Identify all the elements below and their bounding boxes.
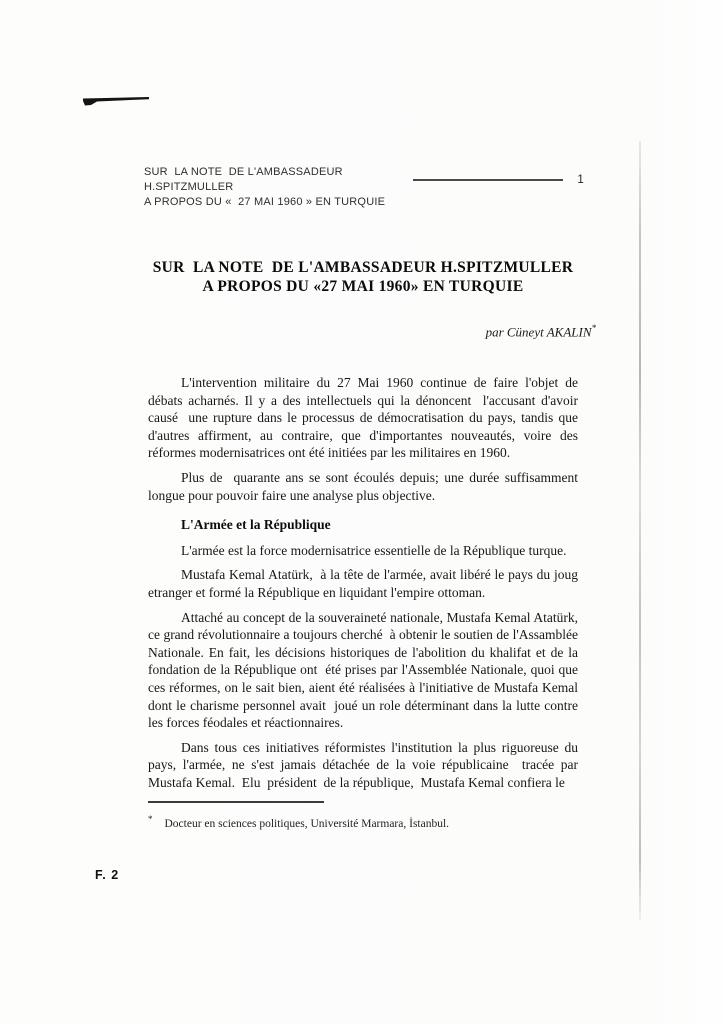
title-line-1: SUR LA NOTE DE L'AMBASSADEUR H.SPITZMULLER — [152, 259, 574, 276]
running-header-line1: SUR LA NOTE DE L'AMBASSADEUR H.SPITZMULLER — [144, 166, 347, 193]
title-line-2: A PROPOS DU «27 MAI 1960» EN TURQUIE — [202, 278, 524, 295]
section-heading: L'Armée et la République — [181, 517, 331, 533]
folio-label: F. 2 — [95, 868, 120, 882]
byline — [148, 323, 596, 340]
scan-smudge-mark — [83, 97, 149, 107]
paragraph: L'intervention militaire du 27 Mai 1960 continue de faire l'objet de débats acharnés. Il y a des intellectuels qui la dénoncent l'accusant d'avoir causé une rupture dans le processus de démocratisation du pays, tandis que d'autres affirment, au contraire, que d'importantes nouveautés, voire des réformes modernisatrices ont été initiées par les militaires en 1960. — [148, 375, 582, 461]
page-edge-line — [639, 141, 641, 921]
footnote — [148, 812, 578, 832]
paragraph: Plus de quarante ans se sont écoulés depuis; une durée suffisamment longue pour pouvoir faire une analyse plus objective. — [148, 469, 582, 503]
page-number: 1 — [577, 173, 584, 186]
byline-footnote-marker: * — [591, 323, 596, 333]
header-rule — [413, 179, 563, 181]
paragraph: Dans tous ces initiatives réformistes l'institution la plus riguoreuse du pays, l'armée, ne s'est jamais détachée de la voie républicaine tracée par Mustafa Kemal. Elu président de la république, Mustafa Kemal confiera le — [148, 739, 582, 790]
running-header-line2: A PROPOS DU « 27 MAI 1960 » EN TURQUIE — [144, 196, 386, 208]
running-header — [144, 165, 584, 210]
footnote-marker: * — [148, 814, 153, 824]
paragraph: Attaché au concept de la souveraineté nationale, Mustafa Kemal Atatürk, ce grand révolutionnaire a toujours cherché à obtenir le soutien de l'Assamblée Nationale. En fait, les décisions historiques de l'abolition du khalifat et de la fondation de la République ont été prises par l'Assemblée Nationale, quoi que ces réformes, on le sait bien, aient été réalisées à l'initiative de Mustafa Kemal dont le charisme personnel avait joué un role déterminant dans la lutte contre les forces féodales et réactionnaires. — [148, 609, 582, 731]
byline-text: par Cüneyt AKALIN — [485, 324, 592, 340]
article-title — [148, 258, 578, 296]
footnote-rule — [148, 801, 324, 803]
article-body — [148, 374, 582, 798]
paragraph: Mustafa Kemal Atatürk, à la tête de l'armée, avait libéré le pays du joug etranger et formé la République en liquidant l'empire ottoman. — [148, 567, 582, 600]
paragraph: L'armée est la force modernisatrice essentielle de la République turque. — [181, 542, 567, 558]
footnote-text: Docteur en sciences politiques, Université Marmara, İstanbul. — [164, 818, 450, 830]
